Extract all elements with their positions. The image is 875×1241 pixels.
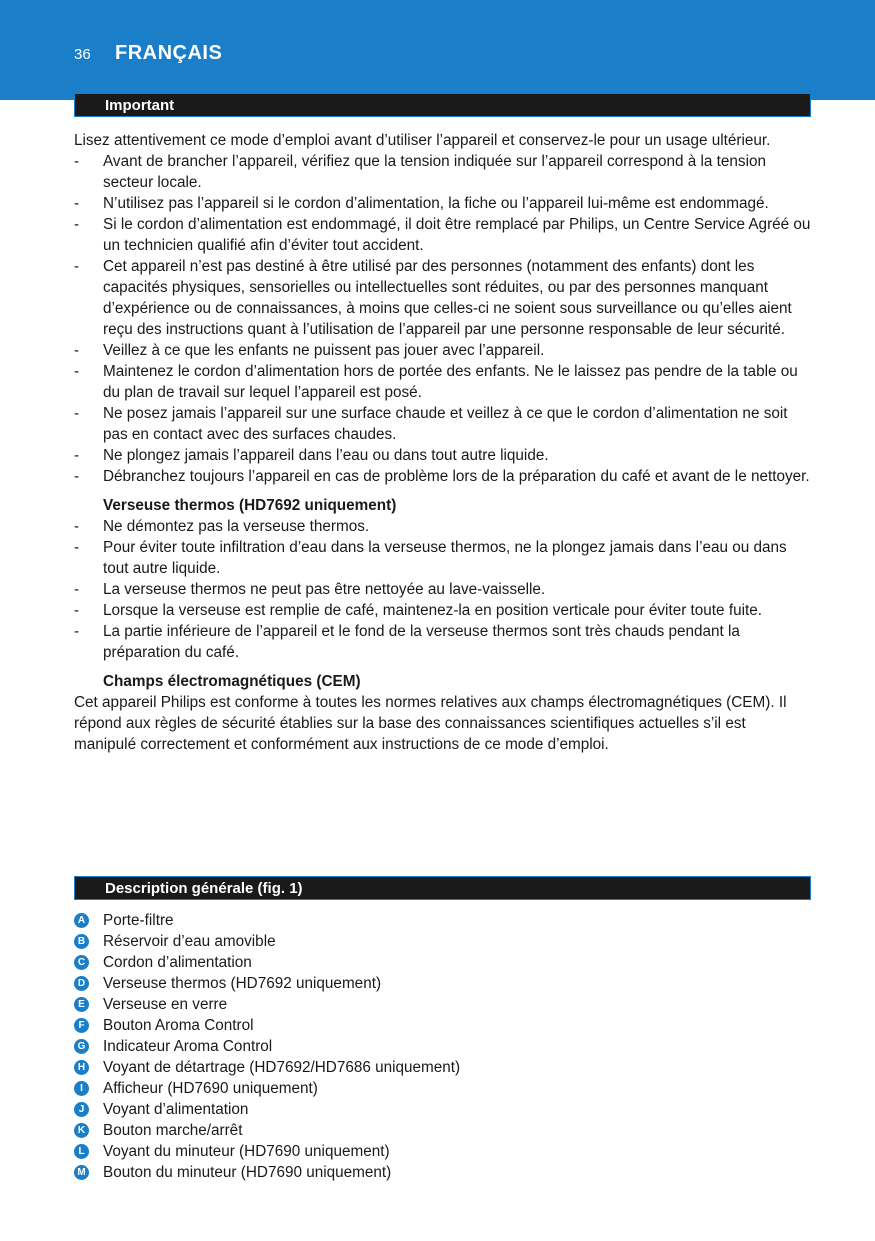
list-item: - Si le cordon d’alimentation est endommagé, il doit être remplacé par Philips, un Centre Service Agréé ou un technicien qualifié afin d’éviter tout accident.: [74, 214, 811, 256]
part-label: Cordon d’alimentation: [103, 954, 252, 971]
list-item: [74, 910, 811, 931]
intro-paragraph: Lisez attentivement ce mode d’emploi avant d’utiliser l’appareil et conservez-le pour un usage ultérieur.: [74, 132, 771, 149]
list-item: - Ne plongez jamais l’appareil dans l’eau ou dans tout autre liquide.: [74, 445, 811, 466]
part-label: Bouton marche/arrêt: [103, 1122, 243, 1139]
list-item: - La partie inférieure de l’appareil et le fond de la verseuse thermos sont très chauds pendant la préparation du café.: [74, 621, 811, 663]
list-item: - Ne posez jamais l’appareil sur une surface chaude et veillez à ce que le cordon d’alimentation ne soit pas en contact avec des surfaces chaudes.: [74, 403, 811, 445]
letter-badge-icon: G: [74, 1039, 89, 1054]
list-item: - N’utilisez pas l’appareil si le cordon d’alimentation, la fiche ou l’appareil lui-même est endommagé.: [74, 193, 811, 214]
letter-badge-icon: J: [74, 1102, 89, 1117]
parts-list: [74, 910, 811, 1183]
letter-badge-icon: F: [74, 1018, 89, 1033]
letter-badge-icon: K: [74, 1123, 89, 1138]
list-item: [74, 1099, 811, 1120]
letter-badge-icon: C: [74, 955, 89, 970]
section-bar-important: [74, 93, 811, 117]
section-bar-description: [74, 876, 811, 900]
list-item: [74, 931, 811, 952]
letter-badge-icon: M: [74, 1165, 89, 1180]
list-item: - Pour éviter toute infiltration d’eau dans la verseuse thermos, ne la plongez jamais dans l’eau ou dans tout autre liquide.: [74, 537, 811, 579]
list-item: [74, 1078, 811, 1099]
part-label: Voyant du minuteur (HD7690 uniquement): [103, 1143, 390, 1160]
list-item: [74, 1057, 811, 1078]
letter-badge-icon: H: [74, 1060, 89, 1075]
list-item: - Ne démontez pas la verseuse thermos.: [74, 516, 811, 537]
letter-badge-icon: A: [74, 913, 89, 928]
part-label: Bouton du minuteur (HD7690 uniquement): [103, 1164, 392, 1181]
thermos-heading: Verseuse thermos (HD7692 uniquement): [103, 497, 397, 514]
section-heading-important: Important: [105, 97, 175, 114]
list-item: - Débranchez toujours l’appareil en cas de problème lors de la préparation du café et avant de le nettoyer.: [74, 466, 811, 487]
emf-paragraph: Cet appareil Philips est conforme à toutes les normes relatives aux champs électromagnétiques (CEM). Il répond aux règles de sécurité établies sur la base des connaissances scientifiques actuelles s’il est manipulé correctement et conformément aux instructions de ce mode d’emploi.: [74, 694, 787, 753]
part-label: Voyant d’alimentation: [103, 1101, 249, 1118]
language-title: FRANÇAIS: [115, 42, 223, 64]
letter-badge-icon: E: [74, 997, 89, 1012]
list-item: - Cet appareil n’est pas destiné à être utilisé par des personnes (notamment des enfants) dont les capacités physiques, sensorielles ou intellectuelles sont réduites, ou par des personnes manquant d’expérience ou de connaissances, à moins que celles-ci ne soient sous surveillance ou qu’elles aient reçu des instructions quant à l’utilisation de l’appareil par une personne responsable de leur sécurité.: [74, 256, 811, 340]
section-heading-description: Description générale (fig. 1): [105, 880, 303, 897]
letter-badge-icon: L: [74, 1144, 89, 1159]
safety-list: [74, 151, 811, 487]
part-label: Voyant de détartrage (HD7692/HD7686 uniquement): [103, 1059, 461, 1076]
list-item: [74, 1141, 811, 1162]
letter-badge-icon: D: [74, 976, 89, 991]
page-header: [0, 0, 875, 100]
list-item: [74, 952, 811, 973]
list-item: - Maintenez le cordon d’alimentation hors de portée des enfants. Ne le laissez pas pendre de la table ou du plan de travail sur lequel l’appareil est posé.: [74, 361, 811, 403]
part-label: Bouton Aroma Control: [103, 1017, 254, 1034]
list-item: [74, 1015, 811, 1036]
part-label: Afficheur (HD7690 uniquement): [103, 1080, 318, 1097]
list-item: - Veillez à ce que les enfants ne puissent pas jouer avec l’appareil.: [74, 340, 811, 361]
list-item: - Avant de brancher l’appareil, vérifiez que la tension indiquée sur l’appareil correspond à la tension secteur locale.: [74, 151, 811, 193]
emf-heading: Champs électromagnétiques (CEM): [103, 673, 361, 690]
list-item: [74, 1120, 811, 1141]
letter-badge-icon: B: [74, 934, 89, 949]
list-item: - Lorsque la verseuse est remplie de café, maintenez-la en position verticale pour éviter toute fuite.: [74, 600, 811, 621]
part-label: Réservoir d’eau amovible: [103, 933, 276, 950]
part-label: Verseuse thermos (HD7692 uniquement): [103, 975, 382, 992]
list-item: [74, 1036, 811, 1057]
thermos-list: [74, 516, 811, 663]
part-label: Porte-filtre: [103, 912, 174, 929]
important-content: [74, 130, 811, 755]
list-item: [74, 994, 811, 1015]
part-label: Indicateur Aroma Control: [103, 1038, 273, 1055]
list-item: [74, 1162, 811, 1183]
page-number: 36: [74, 46, 91, 63]
part-label: Verseuse en verre: [103, 996, 228, 1013]
description-content: [74, 910, 811, 1183]
letter-badge-icon: I: [74, 1081, 89, 1096]
list-item: - La verseuse thermos ne peut pas être nettoyée au lave-vaisselle.: [74, 579, 811, 600]
list-item: [74, 973, 811, 994]
